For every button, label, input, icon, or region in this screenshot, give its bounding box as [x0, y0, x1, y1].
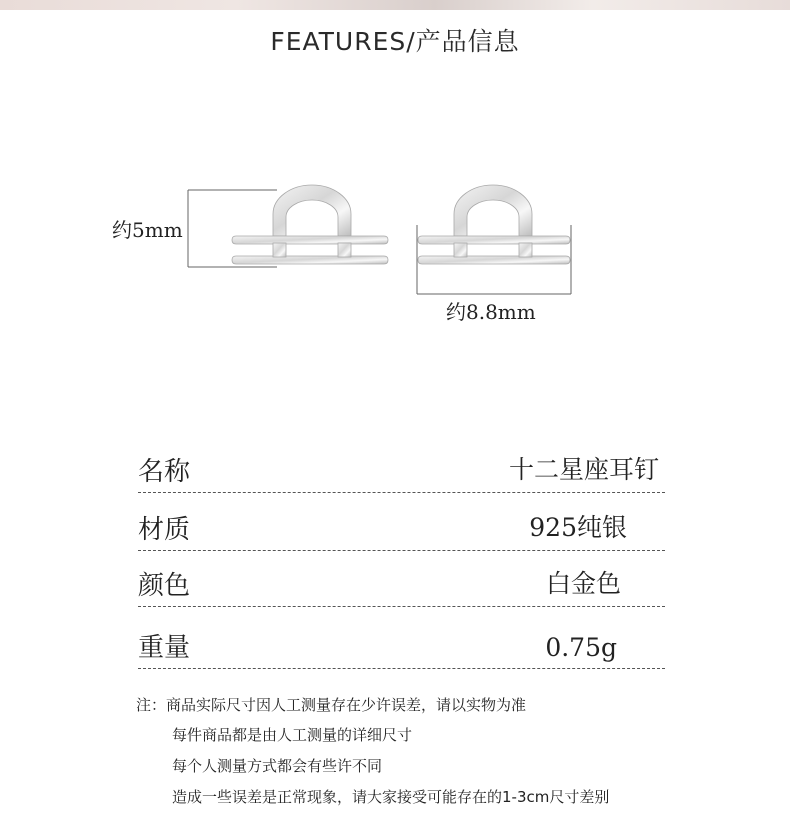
width-dimension-label: 约8.8mm: [446, 300, 536, 324]
spec-row-name: [138, 448, 665, 493]
note-line: 造成一些误差是正常现象，请大家接受可能存在的1-3cm尺寸差别: [172, 788, 610, 806]
libra-earring-left: [232, 185, 388, 264]
height-dimension-label: 约5mm: [112, 218, 183, 242]
spec-label: 材质: [138, 515, 191, 545]
spec-row-weight: [138, 624, 665, 669]
spec-value: 白金色: [545, 569, 621, 598]
product-illustration: [0, 0, 790, 340]
spec-value: 925纯银: [529, 513, 627, 542]
spec-value: 十二星座耳钉: [508, 455, 659, 484]
spec-value: 0.75g: [545, 633, 617, 662]
height-dimension-bracket: [188, 190, 277, 267]
libra-earring-right: [418, 185, 570, 264]
page-title: FEATURES/产品信息: [270, 27, 520, 56]
note-line: 每件商品都是由人工测量的详细尺寸: [172, 726, 413, 744]
spec-label: 重量: [138, 633, 191, 663]
spec-label: 名称: [138, 457, 191, 487]
spec-label: 颜色: [138, 571, 191, 601]
note-line: 注：商品实际尺寸因人工测量存在少许误差，请以实物为准: [136, 696, 527, 714]
spec-row-material: [138, 506, 665, 551]
note-line: 每个人测量方式都会有些许不同: [172, 757, 383, 775]
spec-row-color: [138, 562, 665, 607]
